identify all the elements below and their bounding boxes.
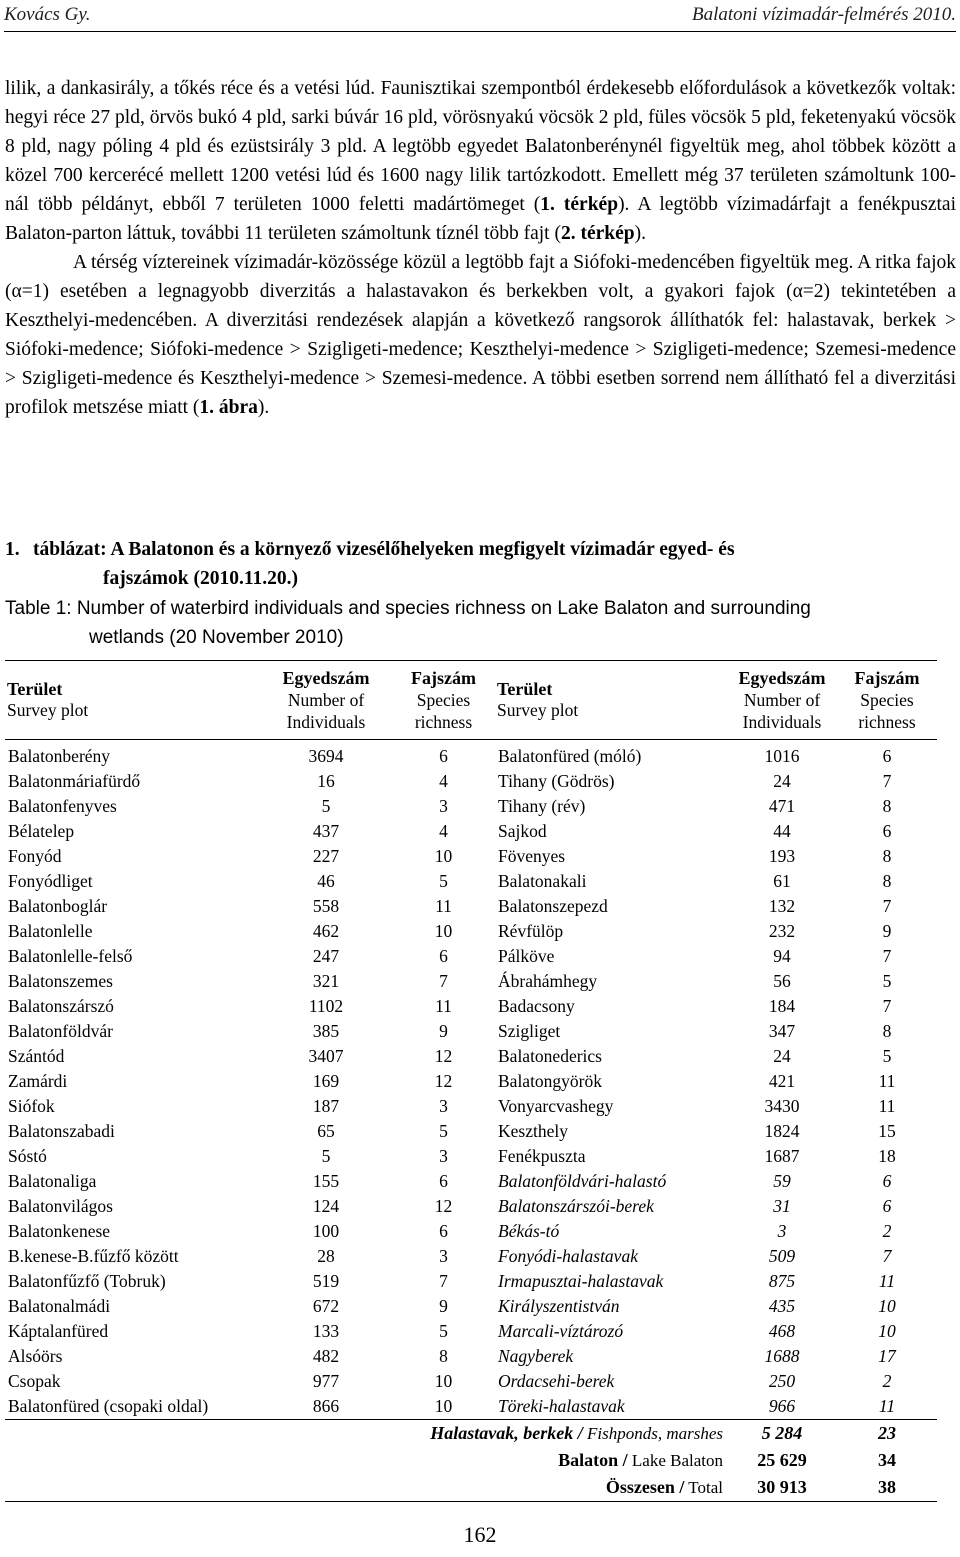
species-count: 6 bbox=[882, 1196, 892, 1216]
site-name: Balatongyörök bbox=[498, 1071, 603, 1091]
species-count: 8 bbox=[882, 1021, 892, 1041]
individuals-count: 3430 bbox=[764, 1096, 800, 1116]
species-count: 6 bbox=[439, 1221, 448, 1241]
site-name: B.kenese-B.fűzfő között bbox=[8, 1246, 179, 1266]
individuals-count: 16 bbox=[317, 771, 335, 791]
species-count: 7 bbox=[882, 771, 892, 791]
site-name: Ábrahámhegy bbox=[498, 971, 598, 991]
site-name: Bélatelep bbox=[8, 821, 75, 841]
species-count: 7 bbox=[882, 1246, 892, 1266]
individuals-count: 132 bbox=[768, 896, 796, 916]
species-count: 7 bbox=[439, 971, 448, 991]
table-row bbox=[5, 1194, 937, 1219]
species-count: 2 bbox=[882, 1371, 892, 1391]
table-row bbox=[5, 1294, 937, 1319]
individuals-count: 124 bbox=[312, 1196, 340, 1216]
species-count: 5 bbox=[439, 1321, 448, 1341]
site-name: Fövenyes bbox=[498, 846, 566, 866]
species-count: 6 bbox=[882, 746, 892, 766]
table-row bbox=[5, 969, 937, 994]
species-count: 12 bbox=[434, 1046, 453, 1066]
species-count: 10 bbox=[434, 1371, 453, 1391]
site-name: Balatonfenyves bbox=[8, 796, 117, 816]
species-count: 7 bbox=[882, 896, 892, 916]
individuals-count: 421 bbox=[768, 1071, 796, 1091]
header-title: Balatoni vízimadár-felmérés 2010. bbox=[691, 4, 956, 25]
species-count: 3 bbox=[439, 1146, 448, 1166]
table-row bbox=[5, 1344, 937, 1369]
species-count: 9 bbox=[439, 1296, 448, 1316]
individuals-count: 46 bbox=[317, 871, 335, 891]
site-name: Fonyódliget bbox=[8, 871, 93, 891]
totals-label: Balaton / Lake Balaton bbox=[558, 1450, 723, 1470]
table-caption-hungarian: 1. táblázat: A Balatonon és a környező vizesélőhelyeken megfigyelt vízimadár egyed- és fajszámok (2010.11.20.) bbox=[5, 539, 735, 589]
individuals-count: 155 bbox=[312, 1171, 340, 1191]
site-name: Révfülöp bbox=[498, 921, 564, 941]
col-header-individuals-2: Egyedszám Number of Individuals bbox=[727, 661, 837, 740]
site-name: Királyszentistván bbox=[498, 1296, 620, 1316]
header-rule bbox=[4, 31, 956, 32]
species-count: 3 bbox=[439, 1246, 448, 1266]
individuals-count: 59 bbox=[773, 1171, 791, 1191]
site-name: Balatonszemes bbox=[8, 971, 113, 991]
species-count: 8 bbox=[882, 796, 892, 816]
site-name: Keszthely bbox=[498, 1121, 568, 1141]
site-name: Alsóörs bbox=[8, 1346, 63, 1366]
col-header-area: Terület Survey plot bbox=[5, 661, 260, 740]
table-row bbox=[5, 1394, 937, 1420]
species-count: 4 bbox=[439, 821, 448, 841]
totals-row bbox=[5, 1447, 937, 1474]
header-author: Kovács Gy. bbox=[4, 4, 91, 25]
species-count: 11 bbox=[837, 1394, 937, 1420]
site-name: Balatonkenese bbox=[8, 1221, 111, 1241]
species-count: 8 bbox=[882, 846, 892, 866]
individuals-count: 347 bbox=[768, 1021, 796, 1041]
table-row bbox=[5, 944, 937, 969]
individuals-count: 133 bbox=[312, 1321, 340, 1341]
site-name: Sóstó bbox=[8, 1146, 47, 1166]
individuals-count: 227 bbox=[312, 846, 340, 866]
table-row bbox=[5, 1244, 937, 1269]
species-count: 6 bbox=[882, 1171, 892, 1191]
data-table bbox=[5, 660, 937, 1420]
site-name: Pálköve bbox=[498, 946, 555, 966]
individuals-count: 184 bbox=[768, 996, 796, 1016]
species-count: 10 bbox=[878, 1321, 896, 1341]
individuals-count: 94 bbox=[773, 946, 791, 966]
totals-table bbox=[5, 1420, 937, 1502]
individuals-count: 321 bbox=[312, 971, 340, 991]
table-row bbox=[5, 869, 937, 894]
individuals-count: 61 bbox=[773, 871, 791, 891]
individuals-count: 193 bbox=[768, 846, 796, 866]
page-number: 162 bbox=[463, 1522, 497, 1547]
species-count: 8 bbox=[882, 871, 892, 891]
table-row bbox=[5, 1094, 937, 1119]
site-name: Balatonederics bbox=[498, 1046, 602, 1066]
site-name: Ordacsehi-berek bbox=[498, 1371, 615, 1391]
individuals-count: 672 bbox=[312, 1296, 340, 1316]
individuals-count: 558 bbox=[312, 896, 340, 916]
total-species: 38 bbox=[837, 1474, 937, 1502]
species-count: 7 bbox=[882, 946, 892, 966]
species-count: 3 bbox=[439, 1096, 448, 1116]
table-row bbox=[5, 844, 937, 869]
individuals-count: 5 bbox=[321, 796, 331, 816]
site-name: Balatonszárszó bbox=[8, 996, 114, 1016]
individuals-count: 3694 bbox=[308, 746, 344, 766]
individuals-count: 519 bbox=[312, 1271, 340, 1291]
individuals-count: 250 bbox=[768, 1371, 796, 1391]
site-name: Tihany (Gödrös) bbox=[498, 771, 615, 791]
site-name: Káptalanfüred bbox=[8, 1321, 109, 1341]
species-count: 11 bbox=[878, 1096, 896, 1116]
table-row bbox=[5, 1069, 937, 1094]
totals-row bbox=[5, 1420, 937, 1447]
individuals-count: 471 bbox=[768, 796, 796, 816]
species-count: 2 bbox=[882, 1221, 892, 1241]
map-ref-2: 2. térkép bbox=[560, 223, 635, 244]
site-name: Balatonvilágos bbox=[8, 1196, 113, 1216]
individuals-count: 385 bbox=[312, 1021, 340, 1041]
site-name: Balatonaliga bbox=[8, 1171, 97, 1191]
table-row bbox=[5, 794, 937, 819]
site-name: Balatonföldvár bbox=[8, 1021, 113, 1041]
site-name: Balatonlelle-felső bbox=[8, 946, 133, 966]
site-name: Irmapusztai-halastavak bbox=[498, 1271, 664, 1291]
total-species: 23 bbox=[878, 1423, 896, 1443]
table-row bbox=[5, 819, 937, 844]
species-count: 15 bbox=[878, 1121, 896, 1141]
individuals-count: 28 bbox=[317, 1246, 335, 1266]
totals-row bbox=[5, 1474, 937, 1502]
individuals-count: 65 bbox=[317, 1121, 335, 1141]
site-name: Balatonfűzfő (Tobruk) bbox=[8, 1271, 166, 1291]
col-header-species: Fajszám Species richness bbox=[392, 661, 495, 740]
individuals-count: 482 bbox=[312, 1346, 340, 1366]
site-name: Siófok bbox=[8, 1096, 55, 1116]
individuals-count: 1687 bbox=[764, 1146, 800, 1166]
site-name: Sajkod bbox=[498, 821, 547, 841]
total-individuals: 25 629 bbox=[757, 1450, 807, 1470]
site-name: Fenékpuszta bbox=[498, 1146, 586, 1166]
site-name: Balatonfüred (móló) bbox=[498, 746, 642, 766]
species-count: 6 bbox=[439, 1171, 448, 1191]
individuals-count: 24 bbox=[773, 771, 791, 791]
map-ref-1: 1. térkép bbox=[540, 194, 619, 215]
table-row bbox=[5, 894, 937, 919]
site-name: Békás-tó bbox=[498, 1221, 560, 1241]
individuals-count: 1102 bbox=[308, 996, 344, 1016]
site-name: Balatonakali bbox=[498, 871, 587, 891]
site-name: Töreki-halastavak bbox=[495, 1394, 727, 1420]
individuals-count: 468 bbox=[768, 1321, 796, 1341]
species-count: 12 bbox=[434, 1196, 453, 1216]
species-count: 5 bbox=[439, 1121, 448, 1141]
individuals-count: 435 bbox=[768, 1296, 796, 1316]
site-name: Fonyódi-halastavak bbox=[498, 1246, 638, 1266]
table-row bbox=[5, 1369, 937, 1394]
site-name: Balatonmáriafürdő bbox=[8, 771, 141, 791]
waterbird-table bbox=[5, 660, 937, 1502]
species-count: 9 bbox=[882, 921, 892, 941]
table-row bbox=[5, 1169, 937, 1194]
species-count: 7 bbox=[439, 1271, 448, 1291]
site-name: Balatonalmádi bbox=[8, 1296, 111, 1316]
totals-label: Összesen / Total bbox=[5, 1474, 727, 1502]
species-count: 18 bbox=[878, 1146, 896, 1166]
paragraph-1: lilik, a dankasirály, a tőkés réce és a vetési lúd. Faunisztikai szempontból érdekesebb előfordulások a következők voltak: hegyi réce 27 pld, örvös bukó 4 pld, sarki búvár 16 pld, vörösnyakú vöcsök 2 pld, füles vöcsök 5 pld, feketenyakú vöcsök 8 pld, nagy póling 4 pld és ezüstsirály 3 pld. A legtöbb egyedet Balatonberénynél figyeltük meg, ahol többek között a közel 700 kercerécé mellett 1200 vetési lúd és 1600 nagy lilik tartózkodott. Emellett még 37 területen számoltunk 100-nál több példányt, ebből 7 területen 1000 feletti madártömeget (1. térkép). A legtöbb vízimadárfajt a fenékpusztai Balaton-parton láttuk, további 11 területen számoltunk tíznél több fajt (2. térkép). bbox=[5, 78, 956, 244]
individuals-count: 5 bbox=[321, 1146, 331, 1166]
species-count: 10 bbox=[434, 846, 453, 866]
individuals-count: 56 bbox=[773, 971, 791, 991]
species-count: 7 bbox=[882, 996, 892, 1016]
site-name: Balatonföldvári-halastó bbox=[498, 1171, 667, 1191]
site-name: Balatonszárszói-berek bbox=[498, 1196, 654, 1216]
site-name: Balatonlelle bbox=[8, 921, 93, 941]
individuals-count: 24 bbox=[773, 1046, 791, 1066]
site-name: Balatonfüred (csopaki oldal) bbox=[5, 1394, 260, 1420]
species-count: 12 bbox=[434, 1071, 453, 1091]
table-row bbox=[5, 1044, 937, 1069]
body-text bbox=[5, 74, 956, 422]
site-name: Badacsony bbox=[498, 996, 575, 1016]
species-count: 11 bbox=[435, 896, 452, 916]
individuals-count: 187 bbox=[312, 1096, 340, 1116]
species-count: 5 bbox=[882, 1046, 892, 1066]
total-species: 34 bbox=[878, 1450, 896, 1470]
individuals-count: 247 bbox=[312, 946, 340, 966]
individuals-count: 875 bbox=[768, 1271, 796, 1291]
species-count: 10 bbox=[392, 1394, 495, 1420]
individuals-count: 966 bbox=[727, 1394, 837, 1420]
individuals-count: 1824 bbox=[764, 1121, 800, 1141]
species-count: 11 bbox=[435, 996, 452, 1016]
site-name: Csopak bbox=[8, 1371, 61, 1391]
species-count: 4 bbox=[439, 771, 448, 791]
individuals-count: 169 bbox=[312, 1071, 340, 1091]
site-name: Szigliget bbox=[498, 1021, 561, 1041]
site-name: Zamárdi bbox=[8, 1071, 68, 1091]
table-row bbox=[5, 740, 937, 770]
individuals-count: 31 bbox=[773, 1196, 791, 1216]
site-name: Balatonszepezd bbox=[498, 896, 608, 916]
individuals-count: 1688 bbox=[764, 1346, 800, 1366]
total-individuals: 30 913 bbox=[727, 1474, 837, 1502]
table-row bbox=[5, 994, 937, 1019]
table-row bbox=[5, 1119, 937, 1144]
individuals-count: 866 bbox=[260, 1394, 392, 1420]
species-count: 17 bbox=[878, 1346, 896, 1366]
species-count: 5 bbox=[439, 871, 448, 891]
species-count: 3 bbox=[439, 796, 448, 816]
individuals-count: 977 bbox=[312, 1371, 340, 1391]
total-individuals: 5 284 bbox=[761, 1423, 803, 1443]
individuals-count: 44 bbox=[773, 821, 791, 841]
individuals-count: 437 bbox=[312, 821, 340, 841]
table-row bbox=[5, 769, 937, 794]
site-name: Nagyberek bbox=[498, 1346, 574, 1366]
col-header-area-2: Terület Survey plot bbox=[495, 661, 727, 740]
table-row bbox=[5, 1319, 937, 1344]
species-count: 10 bbox=[434, 921, 453, 941]
table-row bbox=[5, 1019, 937, 1044]
individuals-count: 232 bbox=[768, 921, 796, 941]
species-count: 11 bbox=[878, 1071, 896, 1091]
species-count: 6 bbox=[439, 746, 448, 766]
table-header-row bbox=[5, 661, 937, 740]
individuals-count: 3407 bbox=[308, 1046, 344, 1066]
species-count: 11 bbox=[878, 1271, 896, 1291]
species-count: 6 bbox=[882, 821, 892, 841]
site-name: Tihany (rév) bbox=[498, 796, 586, 816]
site-name: Balatonszabadi bbox=[8, 1121, 115, 1141]
table-row bbox=[5, 1269, 937, 1294]
individuals-count: 1016 bbox=[764, 746, 800, 766]
table-row bbox=[5, 919, 937, 944]
individuals-count: 509 bbox=[768, 1246, 796, 1266]
individuals-count: 3 bbox=[777, 1221, 787, 1241]
paragraph-2: A térség víztereinek vízimadár-közössége közül a legtöbb fajt a Siófoki-medencében figyeltük meg. A ritka fajok (α=1) esetében a legnagyobb diverzitás a halastavakon és berkekben volt, a gyakori fajok (α=2) tekintetében a Keszthelyi-medencében. A diverzitási rendezések alapján a következő rangsorok állíthatók fel: halastavak, berkek > Siófoki-medence; Siófoki-medence > Szigligeti-medence; Keszthelyi-medence > Szigligeti-medence; Szemesi-medence > Szigligeti-medence és Keszthelyi-medence > Szemesi-medence. A többi esetben sorrend nem állítható fel a diverzitási profilok metszése miatt (1. ábra). bbox=[5, 252, 956, 418]
species-count: 10 bbox=[878, 1296, 896, 1316]
species-count: 5 bbox=[882, 971, 892, 991]
table-row bbox=[5, 1219, 937, 1244]
site-name: Fonyód bbox=[8, 846, 62, 866]
col-header-species-2: Fajszám Species richness bbox=[837, 661, 937, 740]
totals-label: Halastavak, berkek / Fishponds, marshes bbox=[430, 1423, 723, 1443]
site-name: Vonyarcvashegy bbox=[498, 1096, 614, 1116]
species-count: 9 bbox=[439, 1021, 448, 1041]
figure-ref-1: 1. ábra bbox=[199, 397, 258, 418]
table-caption-english: Table 1: Number of waterbird individuals and species richness on Lake Balaton and surrounding wetlands (20 November 2010) bbox=[5, 598, 811, 648]
species-count: 8 bbox=[439, 1346, 448, 1366]
site-name: Szántód bbox=[8, 1046, 65, 1066]
site-name: Balatonboglár bbox=[8, 896, 108, 916]
species-count: 6 bbox=[439, 946, 448, 966]
table-row bbox=[5, 1144, 937, 1169]
col-header-individuals: Egyedszám Number of Individuals bbox=[260, 661, 392, 740]
running-header bbox=[4, 4, 956, 26]
individuals-count: 100 bbox=[312, 1221, 340, 1241]
site-name: Marcali-víztározó bbox=[498, 1321, 624, 1341]
site-name: Balatonberény bbox=[8, 746, 111, 766]
individuals-count: 462 bbox=[312, 921, 340, 941]
